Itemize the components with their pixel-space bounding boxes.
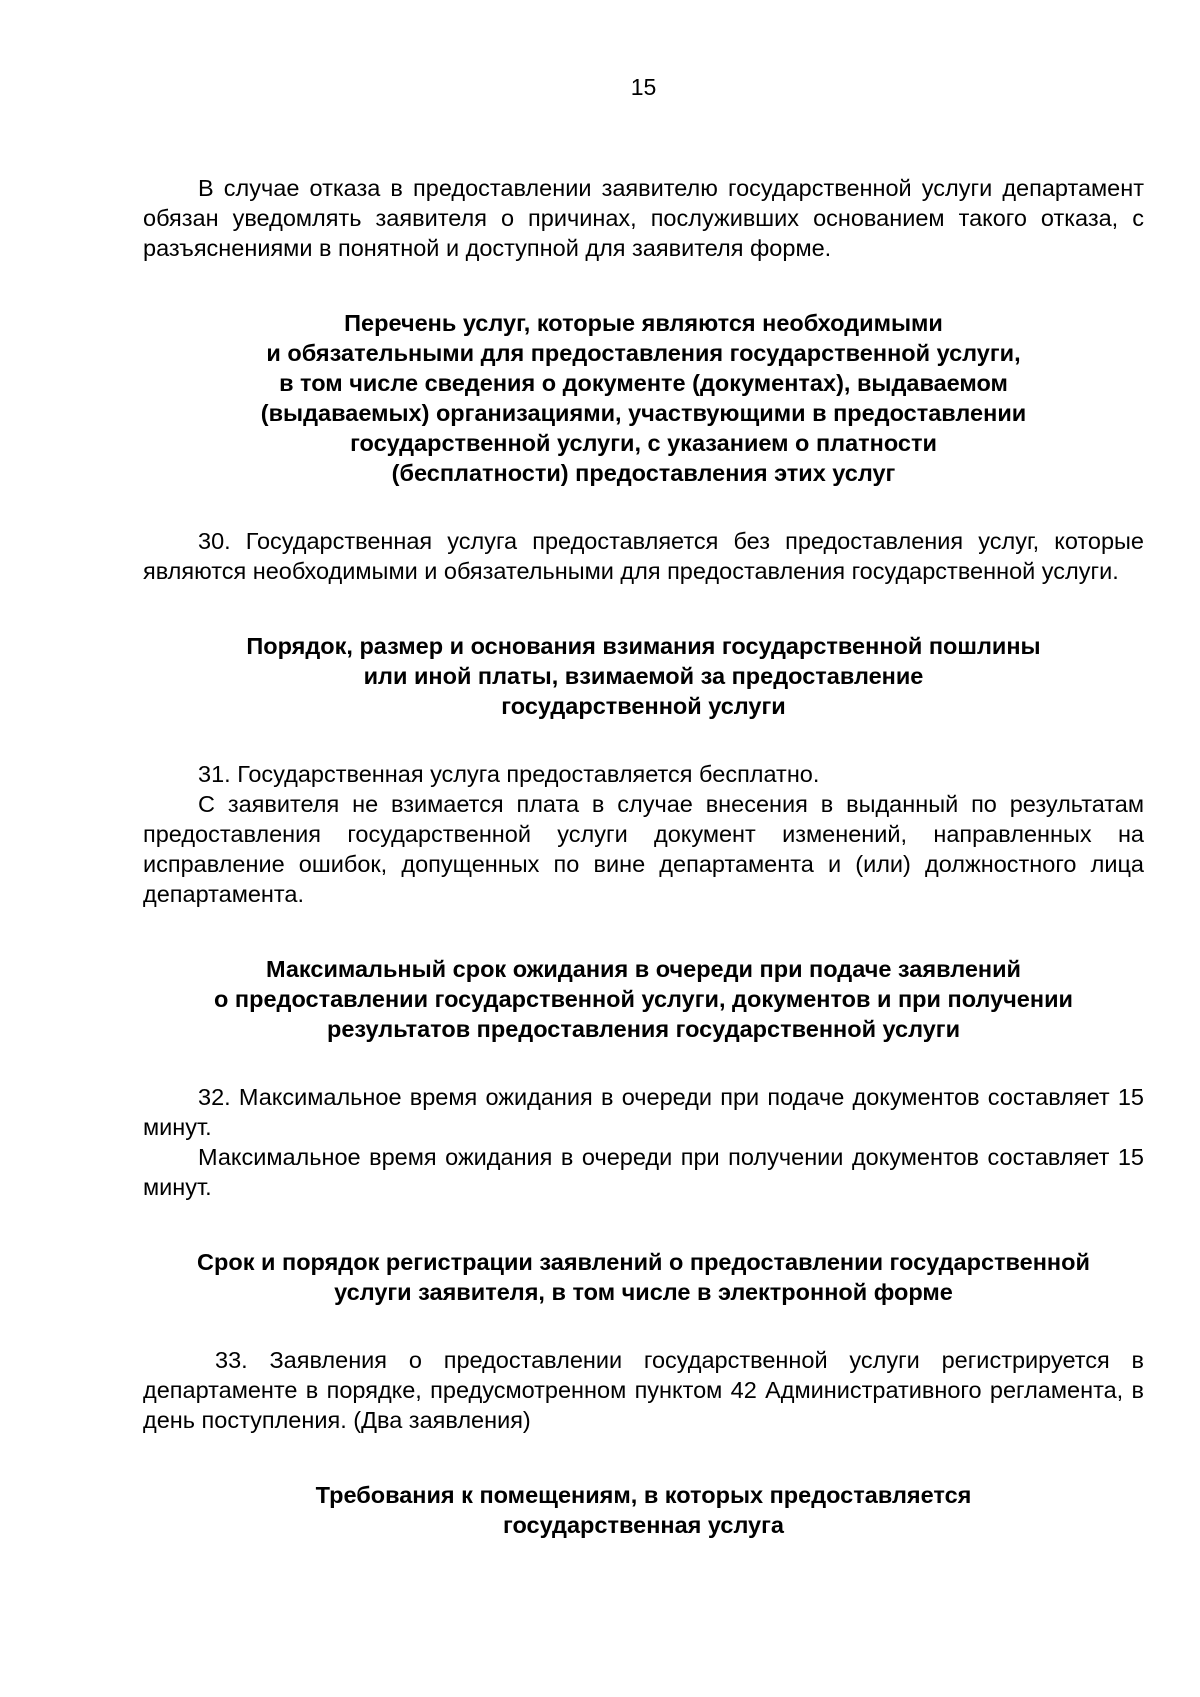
heading-line: государственной услуги xyxy=(501,693,786,719)
paragraph-31: 31. Государственная услуга предоставляется бесплатно. xyxy=(198,761,820,787)
heading-line: услуги заявителя, в том числе в электронной форме xyxy=(334,1279,953,1305)
heading-line: о предоставлении государственной услуги, документов и при получении xyxy=(214,986,1073,1012)
paragraph-32: 32. Максимальное время ожидания в очереди при подаче документов составляет 15 минут. xyxy=(143,1084,1144,1140)
paragraph-30: 30. Государственная услуга предоставляется без предоставления услуг, которые являются необходимыми и обязательными для предоставления государственной услуги. xyxy=(143,528,1144,584)
document-page xyxy=(143,0,1144,1697)
heading-line: Перечень услуг, которые являются необходимыми xyxy=(344,310,943,336)
heading-queue-time xyxy=(143,954,1144,1044)
heading-fee xyxy=(143,631,1144,721)
heading-line: государственная услуга xyxy=(502,1512,784,1538)
heading-line: (бесплатности) предоставления этих услуг xyxy=(391,460,896,486)
heading-line: Максимальный срок ожидания в очереди при подаче заявлений xyxy=(266,956,1021,982)
paragraph-32-continued: Максимальное время ожидания в очереди при получении документов составляет 15 минут. xyxy=(143,1144,1144,1200)
heading-line: Порядок, размер и основания взимания государственной пошлины xyxy=(246,633,1041,659)
heading-line: (выдаваемых) организациями, участвующими в предоставлении xyxy=(260,400,1027,426)
document-body xyxy=(143,173,1144,1540)
paragraph-31-continued: С заявителя не взимается плата в случае внесения в выданный по результатам предоставления государственной услуги документ изменений, направленных на исправление ошибок, допущенных по вине департамента и (или) должностного лица департамента. xyxy=(143,791,1144,907)
heading-line: государственной услуги, с указанием о платности xyxy=(350,430,937,456)
heading-services-list xyxy=(143,308,1144,488)
page-number: 15 xyxy=(630,74,657,100)
paragraph-33: 33. Заявления о предоставлении государственной услуги регистрируется в департаменте в порядке, предусмотренном пунктом 42 Административного регламента, в день поступления. (Два заявления) xyxy=(143,1347,1144,1433)
heading-premises xyxy=(143,1480,1144,1540)
heading-line: в том числе сведения о документе (документах), выдаваемом xyxy=(279,370,1008,396)
paragraph-refusal: В случае отказа в предоставлении заявителю государственной услуги департамент обязан уведомлять заявителя о причинах, послуживших основанием такого отказа, с разъяснениями в понятной и доступной для заявителя форме. xyxy=(143,175,1144,261)
heading-line: и обязательными для предоставления государственной услуги, xyxy=(266,340,1021,366)
heading-line: Срок и порядок регистрации заявлений о предоставлении государственной xyxy=(197,1249,1090,1275)
heading-line: Требования к помещениям, в которых предоставляется xyxy=(315,1482,972,1508)
heading-line: или иной платы, взимаемой за предоставление xyxy=(363,663,924,689)
heading-registration xyxy=(143,1247,1144,1307)
heading-line: результатов предоставления государственной услуги xyxy=(326,1016,961,1042)
